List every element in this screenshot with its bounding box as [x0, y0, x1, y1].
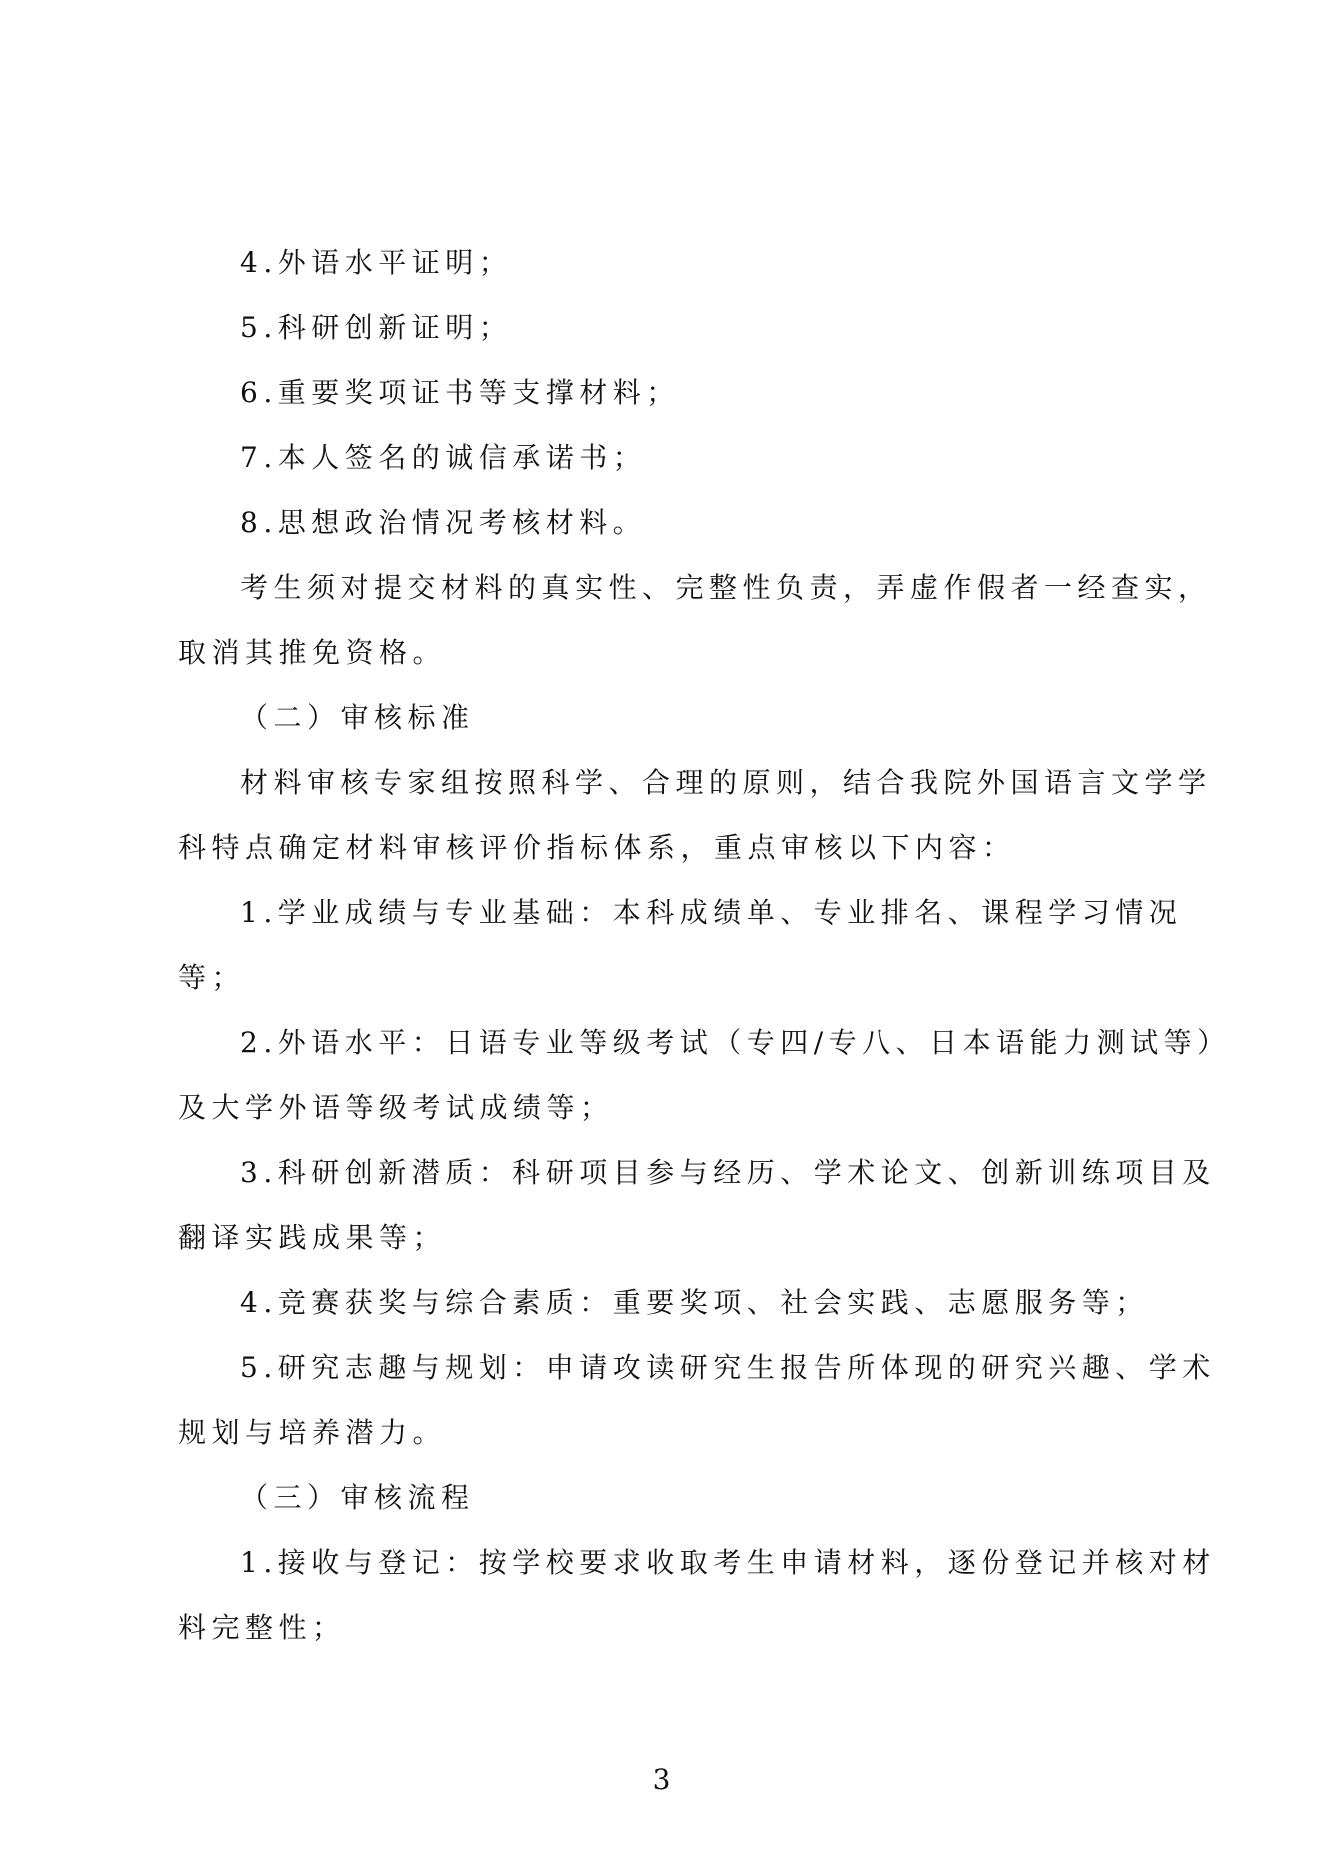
criteria-item-research-line-2: 翻译实践成果等；: [178, 1221, 447, 1254]
paragraph-authenticity-line-1: 考生须对提交材料的真实性、完整性负责，弄虚作假者一经查实，: [240, 571, 1212, 604]
criteria-item-research-line-1: 3.科研创新潜质：科研项目参与经历、学术论文、创新训练项目及: [240, 1156, 1216, 1189]
criteria-item-academic-line-1: 1.学业成绩与专业基础：本科成绩单、专业排名、课程学习情况: [240, 896, 1183, 929]
page-number: 3: [652, 1763, 671, 1796]
criteria-item-language-line-1: 2.外语水平：日语专业等级考试（专四/专八、日本语能力测试等）: [240, 1026, 1231, 1059]
section-heading-review-process: （三）审核流程: [240, 1481, 475, 1514]
criteria-item-research-interest-line-1: 5.研究志趣与规划：申请攻读研究生报告所体现的研究兴趣、学术: [240, 1351, 1216, 1384]
criteria-item-language-line-2: 及大学外语等级考试成绩等；: [178, 1091, 614, 1124]
list-item-integrity-pledge: 7.本人签名的诚信承诺书；: [240, 441, 647, 474]
process-item-receiving-line-2: 料完整性；: [178, 1611, 346, 1644]
document-body: [178, 230, 1231, 1660]
list-item-award-certificates: 6.重要奖项证书等支撑材料；: [240, 376, 680, 409]
section-heading-review-criteria: （二）审核标准: [240, 701, 475, 734]
paragraph-criteria-line-2: 科特点确定材料审核评价指标体系，重点审核以下内容：: [178, 831, 1016, 864]
criteria-item-academic-line-2: 等；: [178, 961, 246, 994]
list-item-research-proof: 5.科研创新证明；: [240, 311, 513, 344]
list-item-political-assessment: 8.思想政治情况考核材料。: [240, 506, 647, 539]
criteria-item-competition: 4.竞赛获奖与综合素质：重要奖项、社会实践、志愿服务等；: [240, 1286, 1149, 1319]
list-item-foreign-language-proof: 4.外语水平证明；: [240, 246, 513, 279]
criteria-item-research-interest-line-2: 规划与培养潜力。: [178, 1416, 447, 1449]
process-item-receiving-line-1: 1.接收与登记：按学校要求收取考生申请材料，逐份登记并核对材: [240, 1546, 1216, 1579]
paragraph-authenticity-line-2: 取消其推免资格。: [178, 636, 447, 669]
paragraph-criteria-line-1: 材料审核专家组按照科学、合理的原则，结合我院外国语言文学学: [240, 766, 1212, 799]
